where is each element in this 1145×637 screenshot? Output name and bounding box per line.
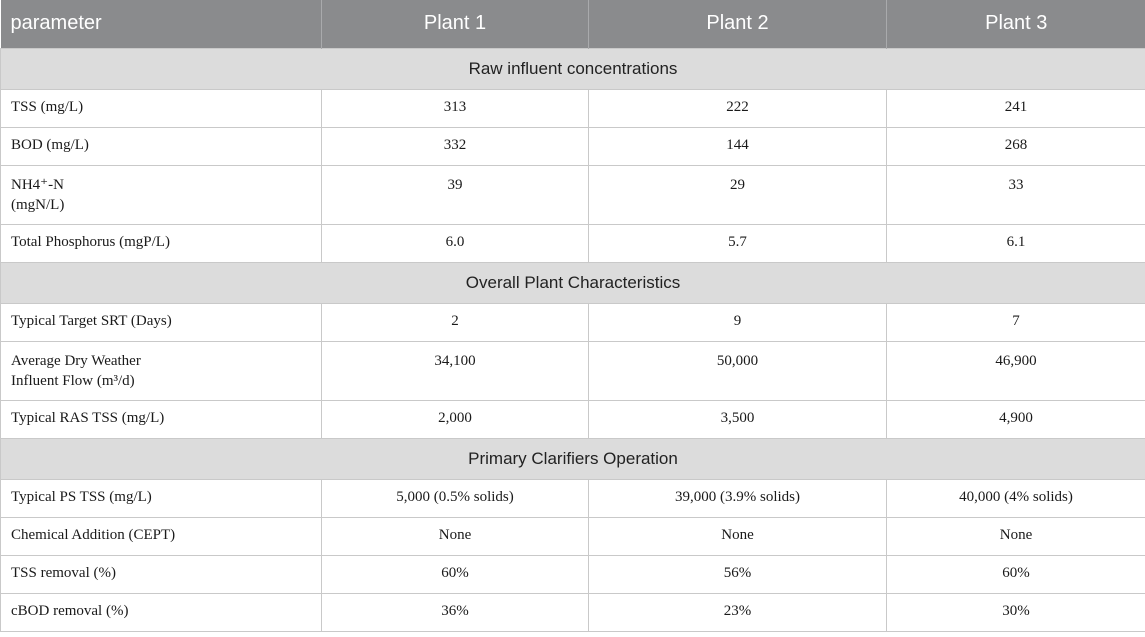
- table-row: [1, 127, 1145, 165]
- cell-plant-2: 3,500: [589, 400, 887, 438]
- cell-plant-2: 144: [589, 127, 887, 165]
- row-label: Typical Target SRT (Days): [1, 303, 322, 341]
- cell-plant-1: 6.0: [322, 224, 589, 262]
- cell-plant-2: 9: [589, 303, 887, 341]
- row-label: cBOD removal (%): [1, 593, 322, 631]
- cell-plant-3: None: [887, 517, 1145, 555]
- cell-plant-2: 29: [589, 165, 887, 224]
- cell-plant-1: 60%: [322, 555, 589, 593]
- cell-plant-2: 39,000 (3.9% solids): [589, 479, 887, 517]
- header-plant-2: Plant 2: [589, 0, 887, 48]
- cell-plant-1: 36%: [322, 593, 589, 631]
- cell-plant-3: 30%: [887, 593, 1145, 631]
- table-row: [1, 593, 1145, 631]
- cell-plant-3: 7: [887, 303, 1145, 341]
- header-plant-1: Plant 1: [322, 0, 589, 48]
- table-row: [1, 479, 1145, 517]
- cell-plant-2: 50,000: [589, 341, 887, 400]
- table-row: [1, 555, 1145, 593]
- row-label: Typical PS TSS (mg/L): [1, 479, 322, 517]
- cell-plant-1: 5,000 (0.5% solids): [322, 479, 589, 517]
- section-row: [1, 48, 1145, 89]
- row-label: BOD (mg/L): [1, 127, 322, 165]
- cell-plant-1: 39: [322, 165, 589, 224]
- row-label: TSS (mg/L): [1, 89, 322, 127]
- cell-plant-3: 241: [887, 89, 1145, 127]
- row-label: Chemical Addition (CEPT): [1, 517, 322, 555]
- table-row: [1, 89, 1145, 127]
- cell-plant-1: 2: [322, 303, 589, 341]
- header-plant-3: Plant 3: [887, 0, 1145, 48]
- table-row: [1, 517, 1145, 555]
- cell-plant-1: 313: [322, 89, 589, 127]
- row-label: Total Phosphorus (mgP/L): [1, 224, 322, 262]
- header-parameter: parameter: [1, 0, 322, 48]
- cell-plant-2: 5.7: [589, 224, 887, 262]
- cell-plant-3: 40,000 (4% solids): [887, 479, 1145, 517]
- cell-plant-2: 56%: [589, 555, 887, 593]
- cell-plant-2: 222: [589, 89, 887, 127]
- cell-plant-3: 268: [887, 127, 1145, 165]
- table-row: [1, 165, 1145, 224]
- section-title-overall-characteristics: Overall Plant Characteristics: [1, 262, 1145, 303]
- section-row: [1, 262, 1145, 303]
- cell-plant-2: 23%: [589, 593, 887, 631]
- table-row: [1, 341, 1145, 400]
- row-label: Average Dry Weather Influent Flow (m³/d): [1, 341, 322, 400]
- cell-plant-2: None: [589, 517, 887, 555]
- row-label: Typical RAS TSS (mg/L): [1, 400, 322, 438]
- table-row: [1, 400, 1145, 438]
- cell-plant-3: 6.1: [887, 224, 1145, 262]
- header-row: [1, 0, 1145, 48]
- section-row: [1, 438, 1145, 479]
- row-label: NH4⁺-N (mgN/L): [1, 165, 322, 224]
- cell-plant-3: 46,900: [887, 341, 1145, 400]
- section-title-raw-influent: Raw influent concentrations: [1, 48, 1145, 89]
- cell-plant-1: 332: [322, 127, 589, 165]
- cell-plant-1: 34,100: [322, 341, 589, 400]
- row-label: TSS removal (%): [1, 555, 322, 593]
- cell-plant-3: 60%: [887, 555, 1145, 593]
- cell-plant-1: None: [322, 517, 589, 555]
- cell-plant-1: 2,000: [322, 400, 589, 438]
- table-row: [1, 224, 1145, 262]
- table-row: [1, 303, 1145, 341]
- cell-plant-3: 33: [887, 165, 1145, 224]
- cell-plant-3: 4,900: [887, 400, 1145, 438]
- section-title-primary-clarifiers: Primary Clarifiers Operation: [1, 438, 1145, 479]
